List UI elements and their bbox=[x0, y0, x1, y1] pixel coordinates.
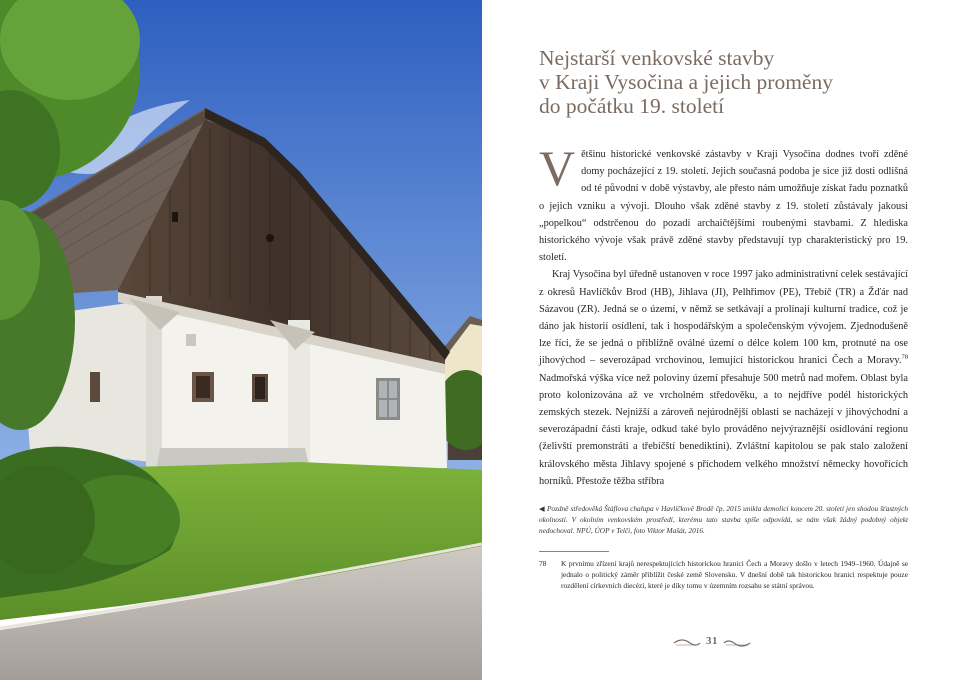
paragraph-text: Nadmořská výška více než poloviny území přesahuje 500 metrů nad mořem. Oblast byla proto kolonizována až ve vrcholném středověku, a to nejdříve podél historických zemských stezek. Nejnižší a zároveň nejúrodnější oblasti se nacházejí v jihovýchodní a severozápadní části kraje, odkud také bylo prováděno nejvýraznější osídlování regionu (želivští premonstráti a třebíčští benediktini). Zvláštní kapitolou se pak stalo založení královského města Jihlavy spojené s příchodem velkého množství německy hovořících horníků. Přestože těžba stříbra bbox=[539, 372, 908, 487]
chapter-title-line: v Kraji Vysočina a jejich proměny bbox=[539, 70, 833, 94]
page-number-text: 31 bbox=[706, 635, 718, 647]
photo-caption: ◀ Pozdně středověká Štáflova chalupa v Havlíčkově Brodě čp. 2015 unikla demolici koncem 20. století jen shodou šťastných okolností. V okolním venkovském prostředí, kterému tato stavba spíše odpovídá, se nám však žádný podobný objekt nedochoval. NPÚ, ÚOP v Telči, foto Viktor Mašát, 2016. bbox=[539, 504, 908, 535]
footnote-reference[interactable]: 78 bbox=[901, 354, 908, 362]
paragraph-text: Kraj Vysočina byl úředně ustanoven v roce 1997 jako administrativní celek sestávající z okresů Havlíčkův Brod (HB), Jihlava (JI), Pelhřimov (PE), Třebíč (TR) a Žďár nad Sázavou (ZR). Jedná se o území, v němž se setkávají a prolínají kulturní tradice, což je dáno jak historií osídlení, tak i hospodářským a společenským vývojem. Zjednodušeně lze říci, že se jedná o přibližně oválné území o délce kolem 100 km, protnuté na ose jihovýchod – severozápad vrchovinou, lemující historickou hranici Čech a Moravy. bbox=[539, 269, 908, 367]
text-page bbox=[482, 0, 964, 680]
drop-cap: V bbox=[539, 140, 576, 196]
footnote-number: 78 bbox=[539, 559, 547, 568]
paragraph bbox=[539, 140, 908, 266]
window bbox=[90, 372, 100, 402]
footnote-divider bbox=[539, 551, 609, 552]
page-number bbox=[672, 634, 752, 652]
paragraph-text: ětšinu historické venkovské zástavby v Kraji Vysočina dodnes tvoří zděné domy pocházející z 19. století. Jejich současná podoba je sice již dosti odlišná od té původní v době výstavby, ale přesto nám umožňuje získat řadu poznatků o jejich vzniku a vývoji. Dlouho však zděné stavby z 19. století zůstávaly jakousi „popelkou“ odstrčenou do pozadí archaičtějšími roubenými stavbami. Z hlediska historického vývoje však právě zděné stavby představují typ charakteristický pro 19. století. bbox=[539, 149, 908, 264]
footnote bbox=[539, 558, 908, 591]
body-text bbox=[539, 140, 908, 490]
chapter-title-line: do počátku 19. století bbox=[539, 94, 725, 118]
chapter-title bbox=[539, 46, 939, 118]
chapter-title-line: Nejstarší venkovské stavby bbox=[539, 46, 775, 70]
paragraph bbox=[539, 266, 908, 490]
footnote-text: K prvnímu zřízení krajů nerespektujících historickou hranici Čech a Moravy došlo v letech 1949–1960. Údajně se jednalo o politický záměr přiblížit české země Slovensku. V dnešní době tak historickou hranici respektuje pouze rozdělení církevních diecézí, které je díky tomu v územním rozsahu se státní správou. bbox=[561, 559, 908, 590]
